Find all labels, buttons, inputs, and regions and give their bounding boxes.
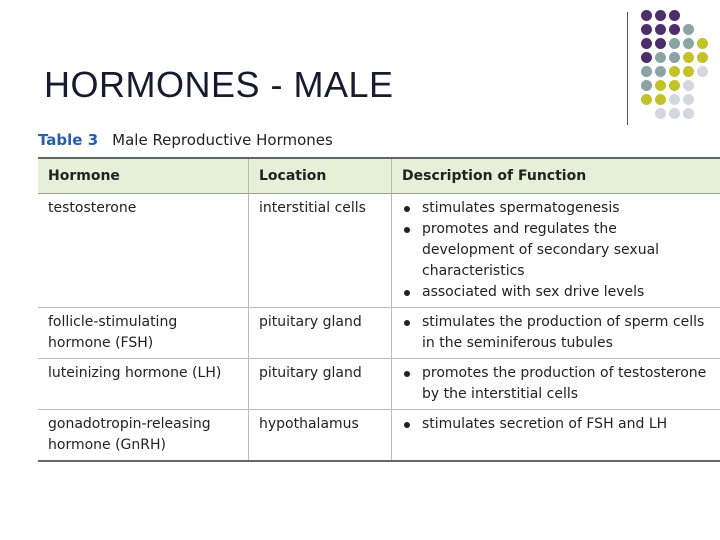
decor-dot [641, 10, 652, 21]
decor-dot [669, 10, 680, 21]
decor-dot [655, 24, 666, 35]
function-bullet: stimulates secretion of FSH and LH [402, 414, 710, 435]
decor-dot [655, 52, 666, 63]
function-bullet: associated with sex drive levels [402, 282, 710, 303]
location-cell: interstitial cells [249, 194, 392, 308]
table-row [38, 194, 720, 308]
decor-dot [641, 66, 652, 77]
table-header-row [38, 158, 720, 194]
decor-dot [683, 38, 694, 49]
decor-dot [683, 66, 694, 77]
decor-dot [669, 94, 680, 105]
hormone-cell: luteinizing hormone (LH) [38, 359, 249, 410]
decor-dot [655, 66, 666, 77]
column-header-location: Location [249, 158, 392, 194]
slide-title: HORMONES - MALE [44, 64, 394, 105]
decor-dot [641, 94, 652, 105]
decor-dot [697, 66, 708, 77]
decor-dot [655, 94, 666, 105]
decor-dot [669, 66, 680, 77]
table-number: Table 3 [38, 131, 99, 149]
decor-dot [697, 38, 708, 49]
decor-dot [669, 52, 680, 63]
decor-dot [641, 80, 652, 91]
table-row [38, 359, 720, 410]
decor-dot [655, 80, 666, 91]
function-bullet: stimulates spermatogenesis [402, 198, 710, 219]
decorative-dot-grid [639, 10, 720, 120]
location-cell: hypothalamus [249, 410, 392, 462]
decor-dot [669, 108, 680, 119]
function-bullet: promotes and regulates the development of secondary sexual characteristics [402, 219, 710, 282]
decor-dot [655, 38, 666, 49]
decor-dot [641, 24, 652, 35]
decor-dot [697, 52, 708, 63]
function-cell [392, 308, 720, 359]
function-bullet: promotes the production of testosterone by the interstitial cells [402, 363, 710, 405]
function-cell [392, 410, 720, 462]
decor-dot [655, 10, 666, 21]
location-cell: pituitary gland [249, 308, 392, 359]
decor-dot [669, 24, 680, 35]
decor-dot [683, 24, 694, 35]
table-row [38, 308, 720, 359]
decorative-divider-line [627, 12, 628, 125]
hormone-cell: gonadotropin-releasing hormone (GnRH) [38, 410, 249, 462]
hormone-cell: follicle-stimulating hormone (FSH) [38, 308, 249, 359]
function-bullet: stimulates the production of sperm cells in the seminiferous tubules [402, 312, 710, 354]
function-cell [392, 194, 720, 308]
decor-dot [669, 80, 680, 91]
hormone-table [38, 157, 720, 462]
column-header-description: Description of Function [392, 158, 720, 194]
table-caption [38, 131, 333, 149]
table-row [38, 410, 720, 462]
function-cell [392, 359, 720, 410]
decor-dot [641, 52, 652, 63]
decor-dot [683, 80, 694, 91]
location-cell: pituitary gland [249, 359, 392, 410]
decor-dot [669, 38, 680, 49]
decor-dot [683, 52, 694, 63]
decor-dot [683, 94, 694, 105]
decor-dot [683, 108, 694, 119]
decor-dot [641, 38, 652, 49]
column-header-hormone: Hormone [38, 158, 249, 194]
decor-dot [655, 108, 666, 119]
table-caption-text: Male Reproductive Hormones [112, 131, 333, 149]
hormone-cell: testosterone [38, 194, 249, 308]
